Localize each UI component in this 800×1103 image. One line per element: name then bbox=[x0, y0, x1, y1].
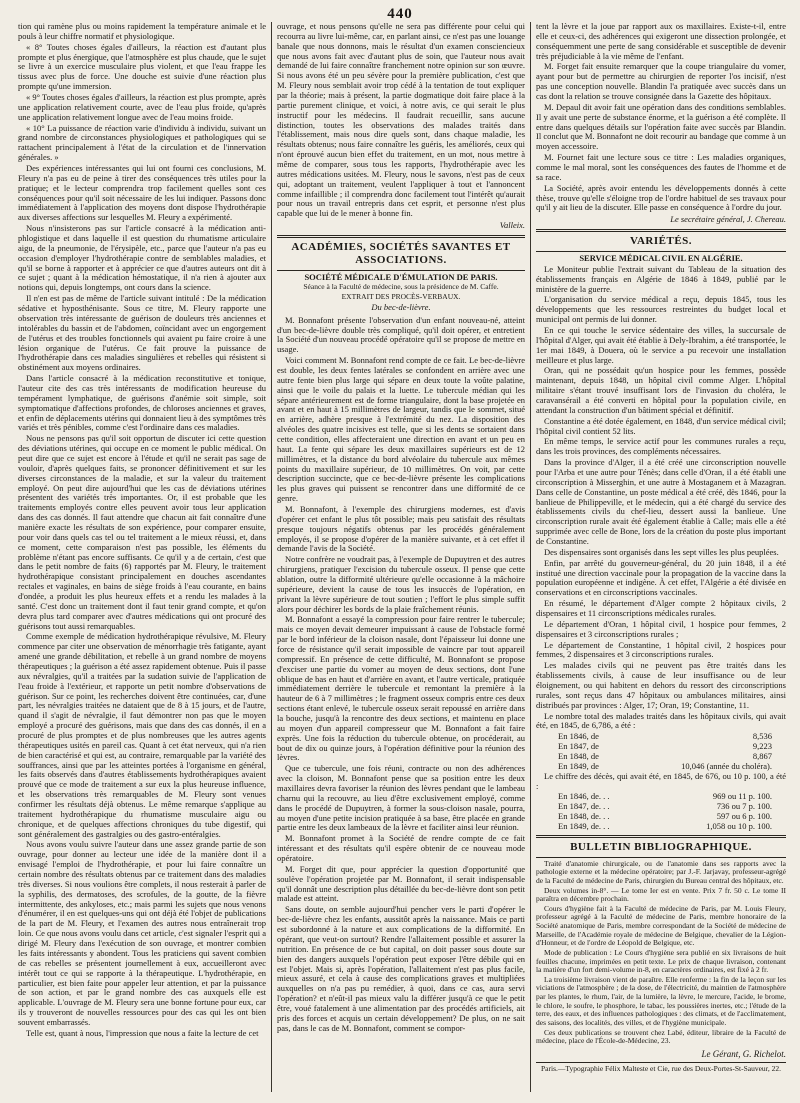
column-1 bbox=[18, 22, 266, 1092]
paragraph: Nous ne pensons pas qu'il soit opportun de discuter ici cette question des déviations utérines, qui occupe en ce moment le public médical. On peut dire que ce sujet est encore à l'étude et qu'il ne serait pas sage de vouloir, d'après quelques faits, se prononcer définitivement et sur les diverses circonstances de la maladie, et sur la valeur du traitement employé. On peut dire aujourd'hui que les cas de déviations utérines présentent des variétés très importantes. Or, il est probable que les traitements employés contre elles peuvent avoir tous leur application dans des cas donnés. Il faut attendre que chacun ait fait connaître d'une manière exacte les résultats de son expérience, pour comparer ensuite, pour voir dans quels cas tel ou tel traitement a le mieux réussi, et, dans ce moment, cette comparaison n'est pas possible, les éléments du problème n'étant pas encore suffisants. Ce qu'il y a de certain, c'est que dans le petit nombre de faits (6) rapportés par M. Fleury, le traitement hydrothérapique consistant principalement en douches ascendantes rectales et vaginales, en bains de siège froids à l'eau courante, en bains d'ondée, a produit les plus heureux effets et a rendu les malades à la santé. C'est donc un traitement dont il faut tenir grand compte, et qu'on devra plus tard comparer avec d'autres médications qui ont procuré des guérisons tout aussi remarquables. bbox=[18, 433, 266, 631]
column-divider bbox=[530, 22, 531, 1092]
stat-year: En 1848, de. . . bbox=[558, 811, 610, 822]
section-divider bbox=[536, 229, 786, 232]
paragraph: ouvrage, et nous pensons qu'elle ne sera pas différente pour celui qui recourra au livre lui-même, car, en parlant ainsi, ce n'est pas une louange banale que nous donnons, mais le résultat d'un examen consciencieux que nous avons fait avec d'autant plus de soin, que l'auteur nous avait demandé de lui faire connaître franchement notre opinion sur son œuvre. Si nous avons été un peu sévère pour la première publication, c'est que M. Fleury nous semblait avoir trop cédé à la tentation de tout expliquer par la théorie; mais à présent, la partie dogmatique doit faire place à la partie purement clinique, et voici, à notre avis, ce qui serait le plus instructif pour les médecins. Il faudrait recueillir, sans aucune distinction, toutes les observations des malades traités dans l'établissement, mais nous dire quels sont, dans chaque maladie, les résultats obtenus; nous faire connaître les guéris, les améliorés, ceux qui n'ont éprouvé aucun bien effet du traitement, en un mot, nous mettre à même de comparer, sous tous les rapports, l'hydrothérapie avec les autres médications usitées. M. Fleury, nous le savons, n'est pas de ceux qui, adoptant un traitement, veulent l'appliquer à tout et l'annoncent comme infaillible ; il comprendra donc facilement tout l'intérêt qu'aurait pour nous un travail entrepris dans cet esprit, et personne n'est plus capable que lui de le mener à bonne fin. bbox=[277, 22, 525, 219]
paragraph: Le département de Constantine, 1 hôpital civil, 2 hospices pour femmes, 2 dispensaires et 3 circonscriptions rurales. bbox=[536, 639, 786, 660]
paragraph: Le Moniteur publie l'extrait suivant du Tableau de la situation des établissements français en Algérie de 1846 à 1849, publié par le ministère de la guerre. bbox=[536, 263, 786, 294]
stat-year: En 1849, de bbox=[558, 760, 599, 771]
paragraph: Enfin, par arrêté du gouverneur-général, du 20 juin 1848, il a été institué une direction vaccinale pour la propagation de la vaccine dans la population européenne et indigène. À cet effet, l'Algérie a été divisée en conservations et en circonscriptions vaccinales. bbox=[536, 557, 786, 598]
paragraph: M. Bonnafont présente l'observation d'un enfant nouveau-né, atteint d'un bec-de-lièvre double très compliqué, qu'il doit opérer, et entretient la Société d'un nouveau procédé opératoire qu'il se propose de mettre en usage. bbox=[277, 314, 525, 355]
paragraph: M. Depaul dit avoir fait une opération dans des conditions semblables. Il y avait une perte de substance énorme, et la guérison a été complète. Il entre dans quelques détails sur l'opération faite avec succès par Blandin. Il conclut que M. Bonnafont ne doit recourir au bandage que comme à un moyen accessoire. bbox=[536, 101, 786, 152]
paragraph: Il n'en est pas de même de l'article suivant intitulé : De la médication sédative et hyposthénisante. Sous ce titre, M. Fleury rapporte une observation très intéressante de guérison de douleurs très anciennes et intolérables du bassin et de l'abdomen, coïncidant avec un engorgement de l'utérus et des troubles fonctionnels qui avaient pu faire croire à une lésion organique de l'utérus. Ce fait prouve la puissance de l'hydrothérapie dans ces maladies singulières et rebelles qui résistent si obstinément aux moyens ordinaires. bbox=[18, 293, 266, 373]
paragraph: M. Forget fait ensuite remarquer que la coupe triangulaire du vomer, ayant pour but de permettre au chirurgien de reporter l'os incisif, n'est pas une conception nouvelle. Blandin l'a pratiquée avec succès dans un cas dont la relation se trouve consignée dans la Gazette des hôpitaux. bbox=[536, 61, 786, 102]
paragraph: En même temps, le service actif pour les communes rurales a reçu, dans les trois provinces, des compléments nécessaires. bbox=[536, 436, 786, 457]
section-heading: ACADÉMIES, SOCIÉTÉS SAVANTES ET ASSOCIATIONS. bbox=[291, 241, 511, 266]
stat-year: En 1846, de. . . bbox=[558, 791, 610, 802]
paragraph: Nous avons voulu suivre l'auteur dans une assez grande partie de son ouvrage, pour donner au lecteur une idée de la manière dont il a envisagé l'emploi de l'hydrothérapie, et pour lui faire connaître un certain nombre des résultats obtenus par ce traitement dans des maladies très diverses. Si nous voulions être complets, il nous resterait à parler de la syphilis, des dermatoses, des scrofules, de la goutte, de la fièvre intermittente, des ankyloses, etc.; mais parmi les sujets que nous venons d'énumérer, il en est quelques-uns qui ont déjà été l'objet de publications de la part de M. Fleury, et l'examen des autres nous entraînerait trop loin. Ce que nous avons voulu dans cet article, c'est signaler l'esprit qui a dirigé M. Fleury dans l'exécution de son ouvrage, et montrer combien les faits intéressants y abondent. Tous les praticiens qui savent combien de cas rebelles se présentent journellement à eux, accueilleront avec intérêt tout ce qui se rapporte à la thérapeutique. L'hydrothérapie, en particulier, est bien faite pour appeler leur attention, et par la puissance de son action, et par le grand nombre des cas auxquels elle est applicable. L'ouvrage de M. Fleury sera une bonne fortune pour eux, car ils y trouveront de nouvelles ressources pour des cas qui les ont bien souvent embarrassés. bbox=[18, 839, 266, 1027]
stat-value: 597 ou 6 p. 100. bbox=[716, 811, 772, 822]
paragraph: M. Forget dit que, pour apprécier la question d'opportunité que soulève l'opération projetée par M. Bonnafont, il serait indispensable qu'il donnât une description plus détaillée du bec-de-lièvre dont son petit malade est atteint. bbox=[277, 863, 525, 904]
bibliography-entry: Cours d'hygiène fait à la Faculté de médecine de Paris, par M. Louis Fleury, professeur agrégé à la Faculté de médecine de Paris, membre honoraire de la Société anatomique de Paris, membre correspondant de la Société de médecine de Marseille, de l'Académie royale de médecine de Belgique, chevalier de la Légion-d'Honneur, et de l'ordre de Léopold de Belgique, etc. bbox=[536, 903, 786, 948]
stat-value: 8,536 bbox=[752, 731, 772, 742]
article-title: Du bec-de-lièvre. bbox=[371, 301, 431, 312]
paragraph: Des expériences intéressantes qui lui ont fourni ces conclusions, M. Fleury n'a pas eu de peine à tirer des conséquences très utiles pour la pratique; et le lecteur comprendra trop facilement quelles sont ces conséquences pour qu'il soit nécessaire de les lui indiquer. Passons donc immédiatement à l'application des moyens dont dispose l'hydrothérapie aux diverses affections sur lesquelles M. Fleury a expérimenté. bbox=[18, 163, 266, 223]
stat-year: En 1847, de. . . bbox=[558, 801, 610, 812]
paragraph: Voici comment M. Bonnafont rend compte de ce fait. Le bec-de-lièvre est double, les deux fentes latérales se confondent en arrière avec une autre fente bien plus large qui sépare en deux toute la voûte palatine, ainsi que le voile du palais et la luette. Le tubercule médian qui les sépare antérieurement est de forme triangulaire, dont la base projetée en avant et en haut à 15 millimètres de largeur, tandis que le sommet, situé en arrière, adhère presque à l'extrémité du nez. La disposition des alvéoles des quatre incisives est telle, que si les dents se sortaient dans cette condition, elles affecteraient une direction en avant et un peu en haut. La fente qui sépare les deux maxillaires supérieurs est de 12 millimètres, et la distance du bord alvéolaire du tubercule aux mêmes points du maxillaire supérieur, de 10 millimètres. On voit, par cette description succincte, que ce bec-de-lièvre présente les complications les plus graves qui puissent se rencontrer dans une difformité de ce genre. bbox=[277, 355, 525, 504]
page-number: 440 bbox=[387, 6, 413, 22]
manager-signature: Le Gérant, G. Richelot. bbox=[701, 1048, 786, 1059]
printer-imprint: Paris.—Typographie Félix Malteste et Cie, rue des Deux-Portes-St-Sauveur, 22. bbox=[541, 1064, 781, 1074]
stat-value: 736 ou 7 p. 100. bbox=[716, 801, 772, 812]
paragraph: tent la lèvre et la joue par rapport aux os maxillaires. Existe-t-il, entre elle et ceux-ci, des adhérences qui exigeront une dissection prolongée, et conséquemment une perte de sang considérable et susceptible de devenir très préjudiciable à la vie même de l'enfant. bbox=[536, 22, 786, 61]
paragraph: Sans doute, on semble aujourd'hui pencher vers le parti d'opérer le bec-de-lièvre chez les enfants, aussitôt après la naissance. Mais ce parti est subordonné à la nature et aux complications de la difformité. En opérant, que veut-on surtout? Rendre l'allaitement possible et assurer la nutrition. En présence de ce but capital, on doit passer sous doute sur bien des dangers auxquels l'opération peut exposer l'être débile qui en est l'objet. Mais si, après l'opération, l'allaitement n'est pas plus facile, mieux assuré, et cela à cause des complications graves et multipliées auxquelles on n'a pas pu remédier, à quoi, dans ce cas, aura servi l'opération? et n'eût-il pas mieux valu la différer jusqu'à ce que le petit être, voué fatalement à une alimentation par des procédés artificiels, ait pris des forces et acquis un certain développement? De plus, on ne sait pas, dans le cas de M. Bonnafont, comment se compor- bbox=[277, 904, 525, 1033]
section-divider bbox=[277, 270, 525, 271]
bibliography-entry: Traité d'anatomie chirurgicale, ou de l'anatomie dans ses rapports avec la pathologie externe et la médecine opératoire; par J.-F. Jarjavay, professeur-agrégé de la Faculté de médecine de Paris, chirurgien du Bureau central des hôpitaux, etc. bbox=[536, 858, 786, 885]
bibliography-entry: Ces deux publications se trouvent chez Labé, éditeur, libraire de la Faculté de médecine, place de l'École-de-Médecine, 23. bbox=[536, 1027, 786, 1046]
paragraph: Oran, qui ne possédait qu'un hospice pour les femmes, possède maintenant, depuis 1848, un hôpital civil comme Alger. L'hôpital militaire s'étant trouvé insuffisant lors de l'invasion du choléra, le caravansérail a été converti en hôpital pour la population civile, en attendant la construction d'un bâtiment spécial et définitif. bbox=[536, 365, 786, 415]
stat-value: 10,046 (année du choléra). bbox=[681, 760, 772, 771]
stat-value: 8,867 bbox=[752, 751, 772, 762]
paragraph: Comme exemple de médication hydrothérapique révulsive, M. Fleury commence par citer une observation de ménorrhagie très fatigante, ayant amené une grande débilitation, et rebelle à un grand nombre de moyens thérapeutiques ; la guérison a été assez rapidement obtenue. Puis il passe aux névralgies, qu'il a traitées par la sudation suivie de l'application de l'eau froide à l'extérieur, et rapporte un petit nombre d'observations de guérison. Sur ce point, les recherches doivent être continuées, car, d'une part, les névralgies traitées ne dataient que de 8 à 15 jours, et de l'autre, quand il s'agit de névralgie, il faut démontrer non pas que le moyen employé a procuré des guérisons, mais que dans des cas donnés, il en a procuré de plus promptes et de plus nombreuses que les autres agents thérapeutiques usités en pareil cas. Quant à cet état nerveux, qui n'a rien de bien caractérisé et qui est, au contraire, remarquable par la variété des souffrances, ainsi que par les atteintes portées à l'organisme en général, les faits observés dans d'autres établissements hydrothérapiques avaient prouvé que ce mode de traitement a sur eux la plus heureuse influence, et les observations très remarquables de M. Fleury sont venues confirmer les résultats déjà obtenus. Le même remarque s'applique au traitement hydrothérapique du rhumatisme musculaire aigu ou chronique, et de quelques affections chroniques du tube digestif, qui sont généralement des gastralgies ou des gastro-entéralgies. bbox=[18, 631, 266, 839]
paragraph: L'organisation du service médical a reçu, depuis 1845, tous les développements que les ressources restreintes du budget local et municipal ont permis de lui donner. bbox=[536, 294, 786, 325]
bibliography-list bbox=[536, 860, 786, 1046]
extract-line: EXTRAIT DES PROCÈS-VERBAUX. bbox=[341, 292, 461, 302]
paragraph: La Société, après avoir entendu les développements donnés à cette thèse, trouve qu'elle s'éloigne trop de l'ordre habituel de ses travaux pour qu'il y ait lieu de la discuter. Elle passe en conséquence à l'ordre du jour. bbox=[536, 182, 786, 213]
session-line: Séance à la Faculté de médecine, sous la présidence de M. Caffe. bbox=[303, 282, 499, 292]
paragraph: Des dispensaires sont organisés dans les sept villes les plus peuplées. bbox=[544, 546, 779, 557]
article-title: SERVICE MÉDICAL CIVIL EN ALGÉRIE. bbox=[579, 252, 743, 263]
paragraph: M. Bonnafont promet à la Société de rendre compte de ce fait intéressant et des résultats qu'il espère obtenir de ce nouveau mode opératoire. bbox=[277, 833, 525, 864]
column-divider bbox=[271, 22, 272, 1092]
stat-year: En 1846, de bbox=[558, 731, 599, 742]
bibliography-entry: Mode de publication : Le Cours d'hygiène sera publié en six livraisons de huit feuilles chacune, imprimées en petit texte. Le prix de chaque livraison, contenant la matière d'un fort demi-volume in-8, en caractères ordinaires, est fixé à 2 fr. bbox=[536, 947, 786, 975]
bibliography-entry: La troisième livraison vient de paraître. Elle renferme : la fin de la leçon sur les viciations de l'atmosphère ; de la dose, de l'électricité, du maintien de l'atmosphère par les plantes, le rhum, l'air, de la lumière, la lèvre, le mercure, l'acide, le brome, le chlore, le soufre, le phosphore, le tabac, les poussières inertes, etc.; l'étude de la terre, des eaux, et des influences pathologiques : des climats, et de l'acclimatement, des saisons, des localités, des villes, et de l'hygiène municipale. bbox=[536, 974, 786, 1027]
stat-year: En 1847, de bbox=[558, 741, 599, 752]
paragraph: Telle est, quant à nous, l'impression que nous a faite la lecture de cet bbox=[26, 1027, 259, 1038]
stat-row bbox=[536, 822, 786, 832]
author-signature: Valleix. bbox=[499, 220, 525, 231]
paragraph: « 8° Toutes choses égales d'ailleurs, la réaction est d'autant plus prompte et plus énergique, que l'atmosphère est plus chaude, que le sujet se livre à un exercice musculaire plus violent, et que l'eau frappe les tissus avec plus de force. Une douche est suivie d'une réaction plus prompte qu'une immersion. bbox=[18, 41, 266, 92]
section-divider bbox=[536, 835, 786, 838]
column-3 bbox=[536, 22, 786, 1092]
paragraph: M. Fournet fait une lecture sous ce titre : Les maladies organiques, comme le mal moral, sont les conséquences des fautes de l'homme et de sa race. bbox=[536, 152, 786, 182]
bibliography-entry: Deux volumes in-8°. — Le tome Ier est en vente. Prix 7 fr. 50 c. Le tome II paraîtra en décembre prochain. bbox=[536, 885, 786, 904]
paragraph: Dans la province d'Alger, il a été créé une circonscription nouvelle pour l'Arba et une autre pour Ténès; dans celle d'Oran, il a été établi une circonscription à Misserghin, et une autre à Mostaganem et à Mazagran. Dans celle de Constantine, un poste médical a été créé, dès 1846, pour la banlieue de Philippeville, et le médecin, qui a été chargé du service des établissements civils du chef-lieu, dessert aussi la banlieue. Une circonscription rurale avait été également établie à Calle; mais elle a été supprimée avec celle de Bone, lors de la création du poste plus important de Constantine. bbox=[536, 457, 786, 546]
paragraph: M. Bonnafont, à l'exemple des chirurgiens modernes, est d'avis d'opérer cet enfant le plus tôt possible; mais peu satisfait des résultats presque toujours négatifs obtenus par les procédés généralement employés, il se propose d'opérer de la manière suivante, et à cet effet il demande l'avis de la Société. bbox=[277, 503, 525, 554]
society-name: SOCIÉTÉ MÉDICALE D'ÉMULATION DE PARIS. bbox=[304, 271, 498, 282]
section-divider bbox=[536, 251, 786, 252]
stat-year: En 1849, de. . . bbox=[558, 821, 610, 832]
secretary-signature: Le secrétaire général, J. Chereau. bbox=[670, 214, 786, 225]
section-divider bbox=[277, 235, 525, 238]
paragraph: Le nombre total des malades traités dans les hôpitaux civils, qui avait été, en 1845, de 6,786, a été : bbox=[536, 710, 786, 731]
stat-year: En 1848, de bbox=[558, 751, 599, 762]
paragraph: Le département d'Oran, 1 hôpital civil, 1 hospice pour femmes, 2 dispensaires et 3 circonscriptions rurales ; bbox=[536, 618, 786, 639]
stat-value: 969 ou 11 p. 100. bbox=[712, 791, 772, 802]
paragraph: Constantine a été dotée également, en 1848, d'un service médical civil; l'hôpital civil contient 52 lits. bbox=[536, 415, 786, 436]
paragraph: Les malades civils qui ne peuvent pas être traités dans les établissements civils, à cause de leur insuffisance ou de leur éloignement, ou qui habitent en dehors du ressort des circonscriptions rurales, sont reçus dans 47 hôpitaux ou ambulances militaires, ainsi distribués par provinces : Alger, 17; Oran, 19; Constantine, 11. bbox=[536, 660, 786, 710]
paragraph: Notre confrère ne voudrait pas, à l'exemple de Dupuytren et des autres chirurgiens, pratiquer l'excision du tubercule osseux. Il pense que cette ablation, outre la difformité ultérieure qu'elle occasionne à la mâchoire supérieure, devient la cause de tous les insuccès de l'opération, en privant la lèvre supérieure de tout soutien ; l'effort le plus simple suffit alors pour déchirer les bords de la plaie fraîchement réunis. bbox=[277, 554, 525, 614]
paragraph: Nous n'insisterons pas sur l'article consacré à la médication anti-phlogistique et dans laquelle il est question du rhumatisme articulaire aigu, de la pneumonie, de l'érysipèle, etc., parce que l'auteur n'a pas eu occasion d'employer l'hydrothérapie contre de semblables maladies, et qu'il se borne à rapporter et à apprécier ce que d'autres auteurs ont dit à ce sujet ; quant à la médication hémostatique, il n'a rien à ajouter aux notions qui, depuis longtemps, ont cours dans la science. bbox=[18, 223, 266, 293]
section-divider bbox=[536, 1062, 786, 1063]
paragraph: En résumé, le département d'Alger compte 2 hôpitaux civils, 2 dispensaires et 11 circonscriptions médicales rurales. bbox=[536, 598, 786, 619]
paragraph: « 9° Toutes choses égales d'ailleurs, la réaction est plus prompte, après une application relativement courte, avec de l'eau plus froide, qu'après une application relativement longue avec de l'eau moins froide. bbox=[18, 92, 266, 122]
section-heading: VARIÉTÉS. bbox=[629, 235, 693, 248]
column-2 bbox=[277, 22, 525, 1092]
paragraph: M. Bonnafont a essayé la compression pour faire rentrer le tubercule; mais ce moyen devait demeurer impuissant à cause de l'obstacle formé par le bord inférieur de la cloison nasale, dont l'épaisseur lui donne une force de résistance qu'il serait impossible de vaincre par tout appareil compressif. En présence de cette difficulté, M. Bonnafont se propose d'exciser une partie du vomer au moyen de deux sections, dont l'une oblique de bas en haut et d'arrière en avant, et l'autre verticale, pratiquée immédiatement derrière le tubercule et remontant la première à la hauteur de 6 à 7 millimètres ; le fragment osseux compris entre ces deux sections étant enlevé, le tubercule osseux serait repoussé en arrière dans la bouche, jusqu'à la rencontre des deux sections, et maintenu en place au moyen d'un appareil compresseur que M. Bonnafont a fait faire exprès. Une fois la réduction du tubercule obtenue, on procéderait, au bout de dix ou quinze jours, à l'opération définitive pour la réunion des lèvres. bbox=[277, 614, 525, 763]
section-divider bbox=[536, 857, 786, 858]
paragraph: Le chiffre des décès, qui avait été, en 1845, de 676, ou 10 p. 100, a été : bbox=[536, 770, 786, 791]
paragraph: Que ce tubercule, une fois réuni, contracte ou non des adhérences avec la cloison, M. Bonnafont pense que sa position entre les deux maxillaires devra favoriser la réunion des lèvres pendant que le lambeau charnu qui la recouvre, au lieu d'être exclusivement employé, comme dans le procédé de Dupuytren, à former la sous-cloison nasale, pourra, au moyen d'une petite incision pratiquée à sa base, être placée en grande partie entre les deux lambeaux de la lèvre et faciliter ainsi leur réunion. bbox=[277, 763, 525, 833]
paragraph: Dans l'article consacré à la médication reconstitutive et tonique, l'auteur cite des cas très intéressants de modification heureuse du tempérament lymphatique, de guérisons d'anémie soit simple, soit symptomatique d'affections profondes, de chloroses anciennes et graves, et enfin de déplacements utérins qui donnaient lieu à des symptômes très variés et très pénibles, comme c'est l'ordinaire dans ces maladies. bbox=[18, 373, 266, 433]
stat-value: 9,223 bbox=[752, 741, 772, 752]
stat-value: 1,058 ou 10 p. 100. bbox=[706, 821, 772, 832]
section-heading: BULLETIN BIBLIOGRAPHIQUE. bbox=[570, 840, 752, 853]
paragraph: « 10° La puissance de réaction varie d'individu à individu, suivant un grand nombre de circonstances physiologiques et pathologiques qui se rattachent principalement à l'état de la circulation et de l'innervation générales. » bbox=[18, 122, 266, 163]
paragraph: tion qui ramène plus ou moins rapidement la température animale et le pouls à leur chiffre normatif et physiologique. bbox=[18, 22, 266, 41]
paragraph: En ce qui touche le service sédentaire des villes, la succursale de l'hôpital d'Alger, qui avait été établie à Dely-Ibrahim, a été transportée, le 1er mai 1849, à Douera, où le service a pu recevoir une installation meilleure et plus large. bbox=[536, 324, 786, 365]
